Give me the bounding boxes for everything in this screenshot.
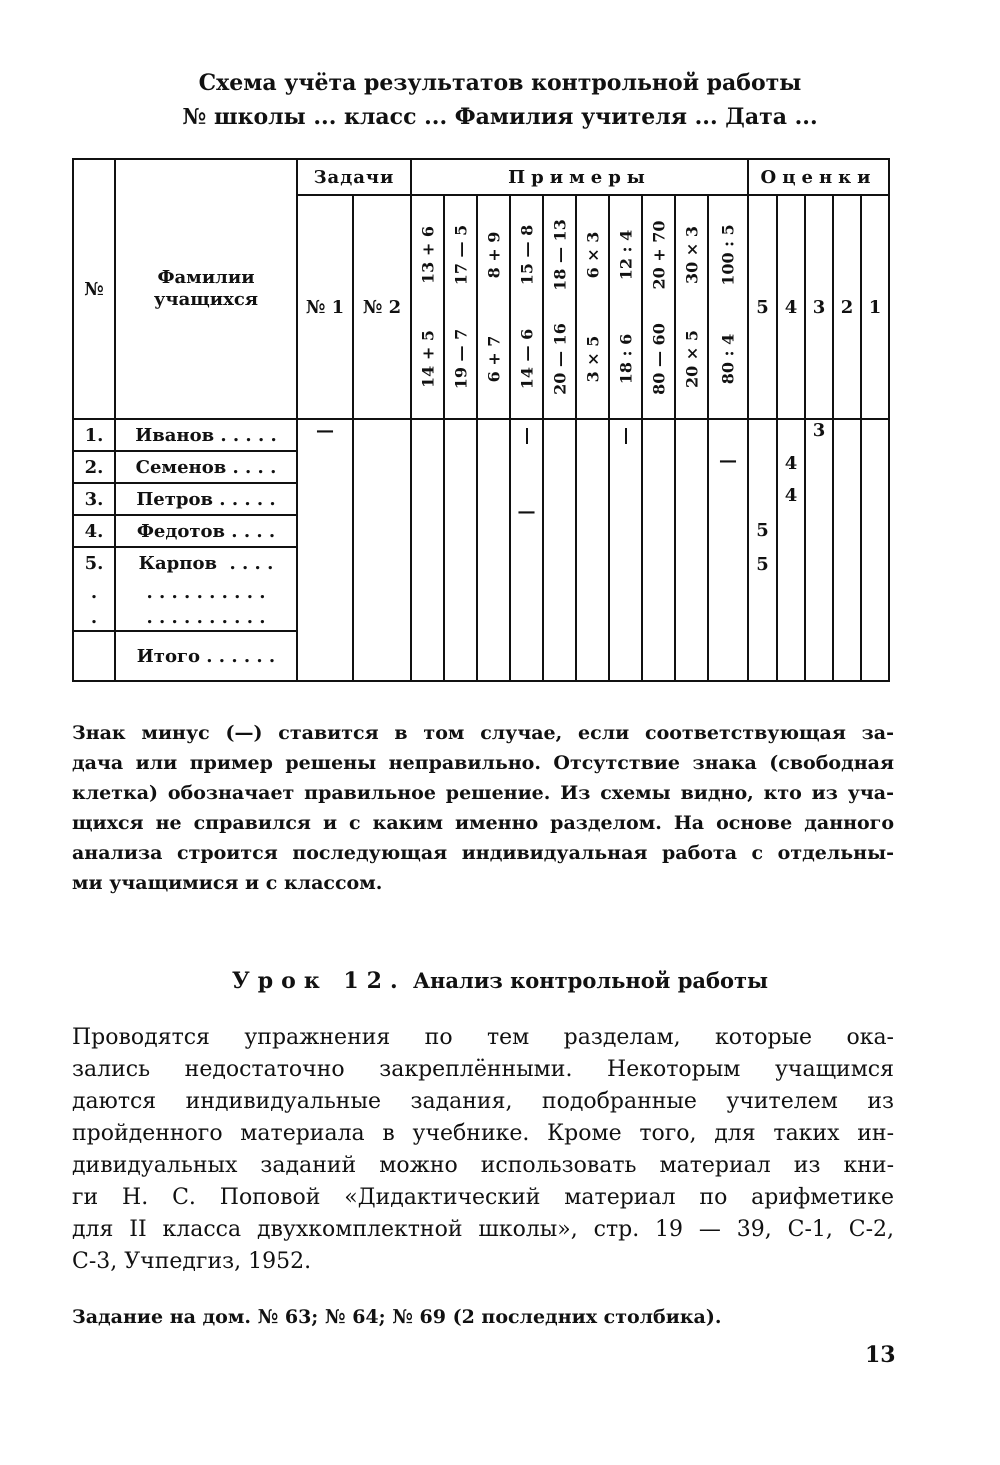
student-name: Федотов . . . .	[115, 515, 297, 547]
grade-5-header: 5	[748, 195, 777, 419]
lesson-heading	[0, 968, 1000, 994]
task-2-header: № 2	[353, 195, 411, 419]
minus-mark: —	[517, 501, 536, 522]
grade-2-column	[833, 419, 861, 681]
grade-3-column	[805, 419, 833, 681]
text-line: Знак минус (—) ставится в том случае, если соответствующая за-	[72, 722, 894, 744]
task-2-column	[353, 419, 411, 681]
minus-mark	[625, 428, 627, 444]
row-number: 2.	[73, 451, 115, 483]
text-line: клетка) обозначает правильное решение. Из схемы видно, кто из уча-	[72, 782, 894, 804]
grade-4-header: 4	[777, 195, 805, 419]
example-column-8	[642, 419, 675, 681]
page-title: Схема учёта результатов контрольной работы	[198, 70, 802, 96]
example-header-10: 80 : 4100 : 5	[708, 195, 748, 419]
example-header-3: 6 + 78 + 9	[477, 195, 510, 419]
text-line: дивидуальных заданий можно использовать материал из кни-	[72, 1153, 894, 1178]
lesson-number: Урок 12.	[231, 968, 406, 994]
student-name: . . . . . . . . . .	[115, 579, 297, 605]
header-grades: Оценки	[748, 159, 889, 195]
student-name: Семенов . . . .	[115, 451, 297, 483]
header-examples: Примеры	[411, 159, 748, 195]
example-header-4: 14 — 615 — 8	[510, 195, 543, 419]
homework-line: Задание на дом. № 63; № 64; № 69 (2 последних столбика).	[72, 1306, 722, 1328]
grade-1-header: 1	[861, 195, 889, 419]
student-name: Петров . . . . .	[115, 483, 297, 515]
text-line: даются индивидуальные задания, подобранные учителем из	[72, 1089, 894, 1114]
row-number: .	[73, 605, 115, 631]
example-column-9	[675, 419, 708, 681]
text-line: анализа строится последующая индивидуальная работа с отдельны-	[72, 842, 894, 864]
example-header-9: 20 × 530 × 3	[675, 195, 708, 419]
example-column-2	[444, 419, 477, 681]
lesson-paragraph	[72, 1022, 894, 1278]
minus-mark	[526, 428, 528, 444]
text-line: щихся не справился и с каким именно разделом. На основе данного	[72, 812, 894, 834]
example-column-10	[708, 419, 748, 681]
text-line: ми учащимися и с классом.	[72, 872, 383, 894]
row-number: .	[73, 579, 115, 605]
example-header-7: 18 : 612 : 4	[609, 195, 642, 419]
minus-mark: —	[316, 420, 334, 441]
task-1-header: № 1	[297, 195, 353, 419]
grade-3-header: 3	[805, 195, 833, 419]
explanation-paragraph	[72, 718, 894, 898]
grade-4-column	[777, 419, 805, 681]
example-header-2: 19 — 717 — 5	[444, 195, 477, 419]
grade-1-column	[861, 419, 889, 681]
text-line: С-3, Учпедгиз, 1952.	[72, 1249, 312, 1274]
example-column-4	[510, 419, 543, 681]
text-line: дача или пример решены неправильно. Отсутствие знака (свободная	[72, 752, 894, 774]
results-grid	[72, 158, 890, 682]
row-number: 5.	[73, 547, 115, 579]
header-names: Фамилии учащихся	[115, 159, 297, 419]
student-name: Карпов . . . .	[115, 547, 297, 579]
student-name: . . . . . . . . . .	[115, 605, 297, 631]
example-header-6: 3 × 56 × 3	[576, 195, 609, 419]
example-header-1: 14 + 513 + 6	[411, 195, 444, 419]
grade-mark: 5	[756, 520, 769, 541]
total-number-cell	[73, 631, 115, 681]
example-column-3	[477, 419, 510, 681]
table-row	[73, 419, 889, 451]
text-line: для II класса двухкомплектной школы», стр. 19 — 39, С-1, С-2,	[72, 1217, 894, 1242]
total-label: Итого . . . . . .	[115, 631, 297, 681]
grade-mark: 3	[812, 420, 826, 441]
page-number: 13	[865, 1342, 896, 1368]
example-column-5	[543, 419, 576, 681]
text-line: Проводятся упражнения по тем разделам, которые ока-	[72, 1025, 894, 1050]
row-number: 1.	[73, 419, 115, 451]
minus-mark: —	[719, 450, 737, 471]
row-number: 4.	[73, 515, 115, 547]
text-line: ги Н. С. Поповой «Дидактический материал по арифметике	[72, 1185, 894, 1210]
example-header-5: 20 — 1618 — 13	[543, 195, 576, 419]
lesson-title: Анализ контрольной работы	[412, 968, 769, 993]
example-column-7	[609, 419, 642, 681]
text-line: зались недостаточно закреплёнными. Некоторым учащимся	[72, 1057, 894, 1082]
example-column-1	[411, 419, 444, 681]
row-number: 3.	[73, 483, 115, 515]
grade-mark: 5	[756, 554, 769, 575]
task-1-column	[297, 419, 353, 681]
example-column-6	[576, 419, 609, 681]
example-header-8: 80 — 6020 + 70	[642, 195, 675, 419]
header-number: №	[73, 159, 115, 419]
grade-mark: 4	[784, 453, 798, 474]
text-line: пройденного материала в учебнике. Кроме того, для таких ин-	[72, 1121, 894, 1146]
header-tasks: Задачи	[297, 159, 411, 195]
student-name: Иванов . . . . .	[115, 419, 297, 451]
grade-2-header: 2	[833, 195, 861, 419]
results-table	[72, 158, 890, 682]
grade-mark: 4	[784, 485, 798, 506]
page-subtitle: № школы ... класс ... Фамилия учителя ... Дата ...	[182, 104, 818, 130]
grade-5-column	[748, 419, 777, 681]
